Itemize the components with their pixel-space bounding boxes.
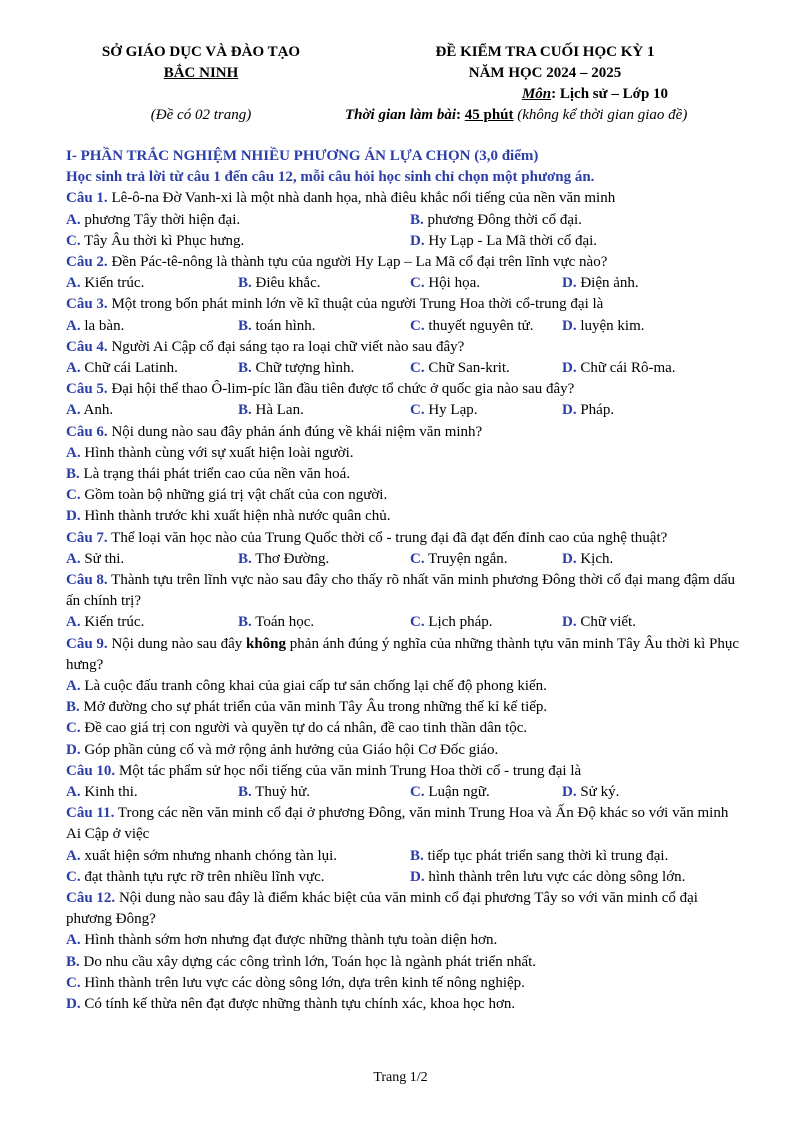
options-q2: A. Kiến trúc. B. Điêu khắc. C. Hội họa. D. Điện ảnh. bbox=[66, 275, 639, 292]
province-name: BẮC NINH bbox=[163, 65, 239, 81]
question-7: Câu 7. Thể loại văn học nào của Trung Quốc thời cổ - trung đại đã đạt đến đỉnh cao của nghệ thuật? bbox=[66, 529, 668, 546]
options-q7: A. Sử thi. B. Thơ Đường. C. Truyện ngắn. D. Kịch. bbox=[66, 550, 614, 567]
question-5: Câu 5. Đại hội thể thao Ô-lim-píc lần đầu tiên được tổ chức ở quốc gia nào sau đây? bbox=[66, 381, 575, 398]
question-10: Câu 10. Một tác phẩm sử học nổi tiếng của văn minh Trung Hoa thời cổ - trung đại là bbox=[66, 762, 582, 779]
option-q12-c: C. Hình thành trên lưu vực các dòng sông lớn, dựa trên kinh tế nông nghiệp. bbox=[66, 974, 525, 991]
page-number: Trang 1/2 bbox=[373, 1070, 428, 1085]
options-q1: A. phương Tây thời hiện đại. B. phương Đông thời cổ đại. bbox=[66, 211, 582, 228]
question-2: Câu 2. Đền Pác-tê-nông là thành tựu của người Hy Lạp – La Mã cổ đại trên lĩnh vực nào? bbox=[66, 253, 608, 270]
section-instruction: Học sinh trả lời từ câu 1 đến câu 12, mỗi câu hỏi học sinh chỉ chọn một phương án. bbox=[66, 169, 595, 186]
question-12: Câu 12. Nội dung nào sau đây là điểm khác biệt của văn minh cổ đại phương Tây so với văn minh cổ đại phương Đông? bbox=[66, 889, 698, 928]
options-q10: A. Kinh thi. B. Thuỷ hử. C. Luận ngữ. D. Sử ký. bbox=[66, 783, 620, 800]
question-9: Câu 9. Nội dung nào sau đây không phản ánh đúng ý nghĩa của những thành tựu văn minh Tây Âu thời kì Phục hưng? bbox=[66, 635, 740, 673]
question-3: Câu 3. Một trong bốn phát minh lớn về kĩ thuật của người Trung Hoa thời cổ-trung đại là bbox=[66, 296, 604, 313]
option-q6-d: D. Hình thành trước khi xuất hiện nhà nước quân chủ. bbox=[66, 508, 391, 525]
option-q9-d: D. Góp phần củng cố và mở rộng ảnh hưởng của Giáo hội Cơ Đốc giáo. bbox=[66, 741, 499, 758]
options-q5: A. Anh. B. Hà Lan. C. Hy Lạp. D. Pháp. bbox=[66, 402, 615, 419]
department-name: SỞ GIÁO DỤC VÀ ĐÀO TẠO bbox=[101, 44, 301, 60]
options-q3: A. la bàn. B. toán hình. C. thuyết nguyên tử. D. luyện kim. bbox=[66, 317, 645, 334]
option-q9-c: C. Đề cao giá trị con người và quyền tự do cá nhân, đề cao tinh thần dân tộc. bbox=[66, 720, 528, 737]
exam-title: ĐỀ KIỂM TRA CUỐI HỌC KỲ 1 bbox=[435, 44, 655, 60]
options-q11: A. xuất hiện sớm nhưng nhanh chóng tàn lụi. B. tiếp tục phát triển sang thời kì trung đại. bbox=[66, 847, 669, 864]
school-year: NĂM HỌC 2024 – 2025 bbox=[468, 65, 622, 81]
options-q8: A. Kiến trúc. B. Toán học. C. Lịch pháp. D. Chữ viết. bbox=[66, 614, 636, 631]
option-q9-b: B. Mở đường cho sự phát triển của văn minh Tây Âu trong những thế kỉ kế tiếp. bbox=[66, 699, 548, 716]
page-count-note: (Đề có 02 trang) bbox=[150, 107, 252, 123]
option-q12-a: A. Hình thành sớm hơn nhưng đạt được những thành tựu toàn diện hơn. bbox=[66, 932, 498, 949]
question-8: Câu 8. Thành tựu trên lĩnh vực nào sau đây cho thấy rõ nhất văn minh phương Đông thời cổ đại mang đậm dấu ấn chính trị? bbox=[66, 571, 736, 610]
exam-header bbox=[0, 42, 801, 126]
question-11: Câu 11. Trong các nền văn minh cổ đại ở phương Đông, văn minh Trung Hoa và Ấn Độ khác so với văn minh Ai Cập ở việc bbox=[66, 805, 729, 843]
section-title: I- PHẦN TRẮC NGHIỆM NHIỀU PHƯƠNG ÁN LỰA CHỌN (3,0 điểm) bbox=[66, 148, 539, 164]
options-q4: A. Chữ cái Latinh. B. Chữ tượng hình. C. Chữ San-krit. D. Chữ cái Rô-ma. bbox=[66, 359, 676, 376]
option-q6-a: A. Hình thành cùng với sự xuất hiện loài người. bbox=[66, 444, 354, 461]
option-q6-b: B. Là trạng thái phát triển cao của nền văn hoá. bbox=[66, 465, 351, 482]
option-q9-a: A. Là cuộc đấu tranh công khai của giai cấp tư sản chống lại chế độ phong kiến. bbox=[66, 677, 547, 694]
subject-line: Môn: Lịch sử – Lớp 10 bbox=[521, 86, 669, 102]
question-1: Câu 1. Lê-ô-na Đờ Vanh-xi là một nhà danh họa, nhà điêu khắc nổi tiếng của nền văn minh bbox=[66, 190, 616, 207]
question-4: Câu 4. Người Ai Cập cổ đại sáng tạo ra loại chữ viết nào sau đây? bbox=[66, 338, 465, 355]
question-6: Câu 6. Nội dung nào sau đây phản ánh đúng về khái niệm văn minh? bbox=[66, 423, 483, 440]
option-q6-c: C. Gồm toàn bộ những giá trị vật chất của con người. bbox=[66, 487, 388, 504]
time-line: Thời gian làm bài: 45 phút (không kể thời gian giao đề) bbox=[345, 107, 688, 123]
exam-content: I- PHẦN TRẮC NGHIỆM NHIỀU PHƯƠNG ÁN LỰA CHỌN (3,0 điểm) Học sinh trả lời từ câu 1 đến câu 12, mỗi câu hỏi học sinh chỉ chọn một phương án. Câu 1. Lê-ô-na Đờ Vanh-xi là một nhà danh họa, nhà điêu khắc nổi tiếng của nền văn minh A. phương Tây thời hiện đại. B. phương Đông thời cổ đại. C. Tây Âu thời kì Phục hưng. D. Hy Lạp - La Mã thời cổ đại. Câu 2. Đền Pác-tê-nông là thành tựu của người Hy Lạp – La Mã cổ đại trên lĩnh vực nào? A. Kiến trúc. B. Điêu khắc. C. Hội họa. D. Điện ảnh. Câu 3. Một trong bốn phát minh lớn về kĩ thuật của người Trung Hoa thời cổ-trung đại là A. la bàn. B. toán hình. C. thuyết nguyên tử. D. luyện kim. Câu 4. Người Ai Cập cổ đại sáng tạo ra loại chữ viết nào sau đây? A. Chữ cái Latinh. B. Chữ tượng hình. C. Chữ San-krit. D. Chữ cái Rô-ma. Câu 5. Đại hội thể thao Ô-lim-píc lần đầu tiên được tổ chức ở quốc gia nào sau đây? A. Anh. B. Hà Lan. C. Hy Lạp. D. Pháp. Câu 6. Nội dung nào sau đây phản ánh đúng về khái niệm văn minh? A. Hình thành cùng với sự xuất hiện loài người. B. Là trạng thái phát triển cao của nền văn hoá. C. Gồm toàn bộ những giá trị vật chất của con người. D. Hình thành trước khi xuất hiện nhà nước quân chủ. Câu 7. Thể loại văn học nào của Trung Quốc thời cổ - trung đại đã đạt đến đỉnh cao của nghệ thuật? A. Sử thi. B. Thơ Đường. C. Truyện ngắn. D. Kịch. Câu 8. Thành tựu trên lĩnh vực nào sau đây cho thấy rõ nhất văn minh phương Đông thời cổ đại mang đậm dấu ấn chính trị? A. Kiến trúc. B. Toán học. C. Lịch pháp. D. Chữ viết. Câu 9. Nội dung nào sau đây không phản ánh đúng ý nghĩa của những thành tựu văn minh Tây Âu thời kì Phục hưng? A. Là cuộc đấu tranh công khai của giai cấp tư sản chống lại chế độ phong kiến. B. Mở đường cho sự phát triển của văn minh Tây Âu trong những thế kỉ kế tiếp. C. Đề cao giá trị con người và quyền tự do cá nhân, đề cao tinh thần dân tộc. D. Góp phần củng cố và mở rộng ảnh hưởng của Giáo hội Cơ Đốc giáo. Câu 10. Một tác phẩm sử học nổi tiếng của văn minh Trung Hoa thời cổ - trung đại là A. Kinh thi. B. Thuỷ hử. C. Luận ngữ. D. Sử ký. Câu 11. Trong các nền văn minh cổ đại ở phương Đông, văn minh Trung Hoa và Ấn Độ khác so với văn minh Ai Cập ở việc A. xuất hiện sớm nhưng nhanh chóng tàn lụi. B. tiếp tục phát triển sang thời kì trung đại. C. đạt thành tựu rực rỡ trên nhiều lĩnh vực. D. hình thành trên lưu vực các dòng sông lớn. Câu 12. Nội dung nào sau đây là điểm khác biệt của văn minh cổ đại phương Tây so với văn minh cổ đại phương Đông? A. Hình thành sớm hơn nhưng đạt được những thành tựu toàn diện hơn. B. Do nhu cầu xây dựng các công trình lớn, Toán học là ngành phát triển nhất. C. Hình thành trên lưu vực các dòng sông lớn, dựa trên kinh tế nông nghiệp. D. Có tính kế thừa nên đạt được những thành tựu chính xác, khoa học hơn. bbox=[66, 146, 746, 1015]
option-q12-d: D. Có tính kế thừa nên đạt được những thành tựu chính xác, khoa học hơn. bbox=[66, 995, 516, 1012]
option-q12-b: B. Do nhu cầu xây dựng các công trình lớn, Toán học là ngành phát triển nhất. bbox=[66, 953, 537, 970]
